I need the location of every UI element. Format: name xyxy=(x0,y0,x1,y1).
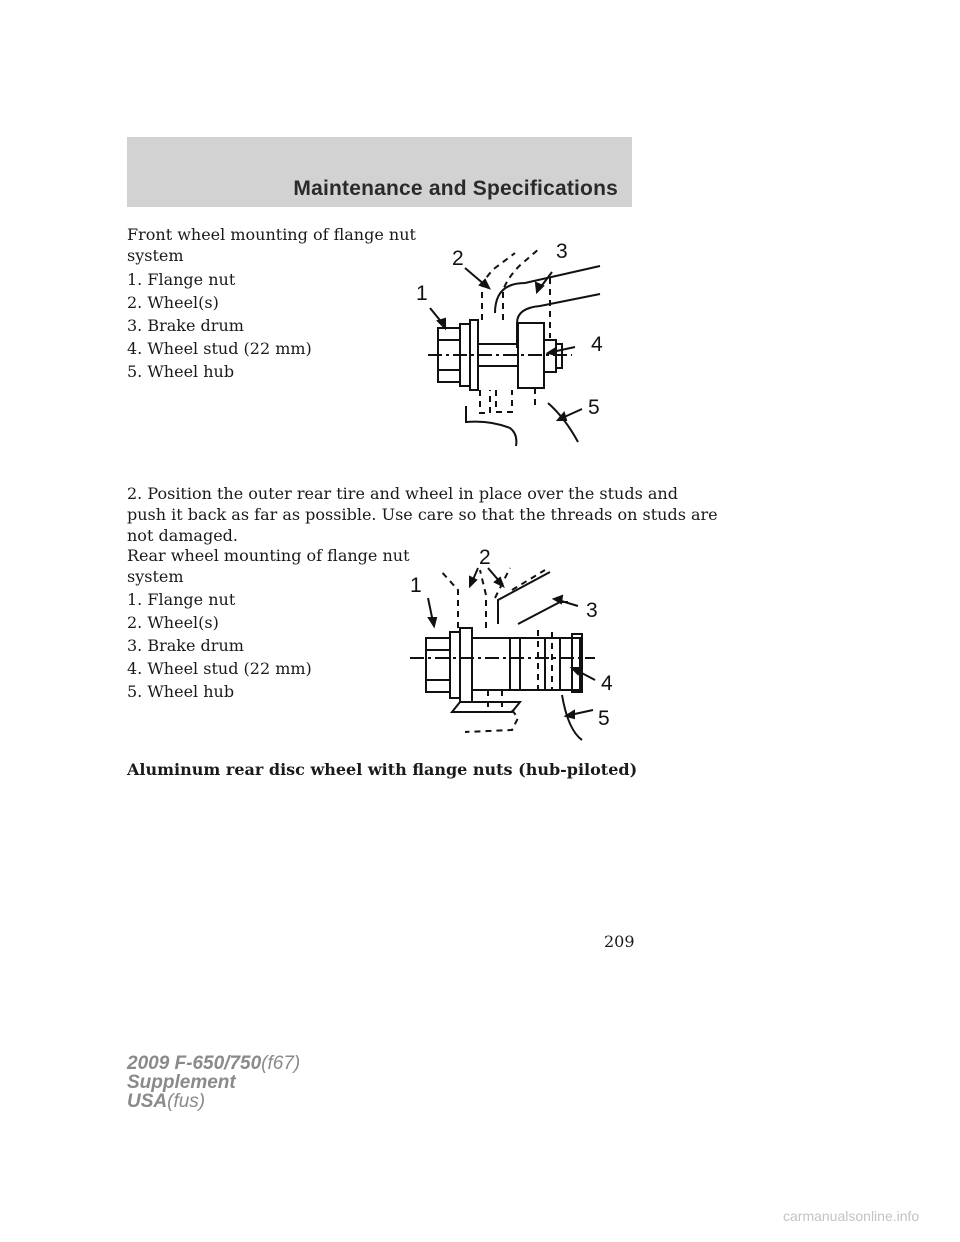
callout-5: 5 xyxy=(598,707,610,730)
front-list-item: 2. Wheel(s) xyxy=(127,293,219,312)
footer-region-code: (fus) xyxy=(167,1091,206,1112)
step2-line3: not damaged. xyxy=(127,526,238,545)
section-header-title: Maintenance and Specifications xyxy=(293,177,618,200)
callout-4: 4 xyxy=(601,672,613,695)
step2-line2: push it back as far as possible. Use care so that the threads on studs are xyxy=(127,505,718,524)
front-list-item: 5. Wheel hub xyxy=(127,362,235,381)
front-list-item: 4. Wheel stud (22 mm) xyxy=(127,339,312,358)
header-band xyxy=(127,137,632,207)
callout-3: 3 xyxy=(586,599,598,622)
rear-list-item: 4. Wheel stud (22 mm) xyxy=(127,659,312,678)
callout-5: 5 xyxy=(588,396,600,419)
callout-4: 4 xyxy=(591,333,603,356)
callout-2: 2 xyxy=(452,247,464,270)
footer-block xyxy=(127,1054,300,1111)
rear-list-item: 1. Flange nut xyxy=(127,590,236,609)
rear-figure-caption-line2: system xyxy=(127,567,184,586)
step2-line1: 2. Position the outer rear tire and wheel in place over the studs and xyxy=(127,484,678,503)
footer-region: USA xyxy=(127,1091,168,1112)
footer-model: 2009 F-650/750 xyxy=(127,1053,262,1074)
front-figure-caption-line1: Front wheel mounting of flange nut xyxy=(127,225,416,244)
rear-list-item: 5. Wheel hub xyxy=(127,682,235,701)
rear-list-item: 3. Brake drum xyxy=(127,636,244,655)
footer-supplement: Supplement xyxy=(127,1072,236,1093)
rear-list-item: 2. Wheel(s) xyxy=(127,613,219,632)
rear-wheel-diagram xyxy=(400,540,640,745)
callout-1: 1 xyxy=(416,282,428,305)
footer-model-code: (f67) xyxy=(261,1053,301,1074)
page-number: 209 xyxy=(604,932,635,951)
front-list-item: 1. Flange nut xyxy=(127,270,236,289)
rear-figure-caption-line1: Rear wheel mounting of flange nut xyxy=(127,546,410,565)
front-figure-caption-line2: system xyxy=(127,246,184,265)
callout-1: 1 xyxy=(410,574,422,597)
callout-2: 2 xyxy=(479,546,491,569)
front-wheel-diagram xyxy=(400,228,640,452)
front-list-item: 3. Brake drum xyxy=(127,316,244,335)
watermark: carmanualsonline.info xyxy=(783,1208,920,1224)
section-heading: Aluminum rear disc wheel with flange nuts (hub-piloted) xyxy=(127,760,638,779)
callout-3: 3 xyxy=(556,240,568,263)
